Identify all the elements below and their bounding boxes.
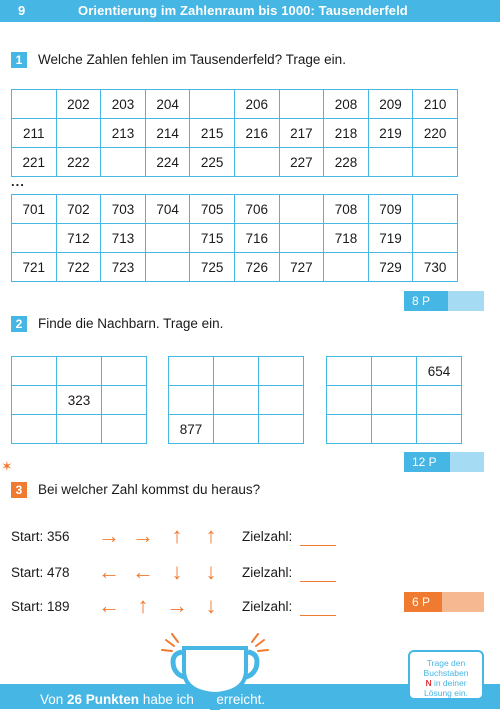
grid-b-cell: 705 (190, 195, 235, 224)
arrow-left-icon: ← (98, 593, 120, 618)
neighbor-grid-cell[interactable] (327, 357, 372, 386)
grid-b-cell: 722 (56, 253, 101, 282)
task-3-points (404, 592, 484, 612)
grid-b-cell: 701 (12, 195, 57, 224)
neighbor-grid-row (169, 357, 304, 386)
grid-a-cell: 210 (413, 90, 458, 119)
grid-b-cell[interactable] (12, 224, 57, 253)
grid-a-cell: 217 (279, 119, 324, 148)
grid-a-cell: 204 (145, 90, 190, 119)
neighbor-grid-cell: 323 (57, 386, 102, 415)
neighbor-grid-row (12, 357, 147, 386)
grid-a-cell: 225 (190, 148, 235, 177)
grid-b-cell: 703 (101, 195, 146, 224)
grid-a-cell: 224 (145, 148, 190, 177)
grid-b-cell: 708 (324, 195, 369, 224)
grid-a-cell: 208 (324, 90, 369, 119)
task-3-points-label: 6 P (412, 595, 431, 609)
grid-b-cell[interactable] (145, 253, 190, 282)
grid-a-cell: 219 (368, 119, 413, 148)
neighbor-grid-1 (11, 356, 147, 444)
grid-a-cell[interactable] (368, 148, 413, 177)
neighbor-grid-cell[interactable] (12, 357, 57, 386)
grid-b-row (12, 195, 458, 224)
grid-b-cell: 718 (324, 224, 369, 253)
task-1-points (404, 291, 484, 311)
arrow-up-icon: ↑ (205, 523, 217, 548)
grid-b-cell: 715 (190, 224, 235, 253)
grid-a-cell: 203 (101, 90, 146, 119)
grid-a-cell: 215 (190, 119, 235, 148)
neighbor-grid-cell[interactable] (57, 415, 102, 444)
grid-b-cell: 719 (368, 224, 413, 253)
grid-a-cell: 228 (324, 148, 369, 177)
grid-b-cell: 709 (368, 195, 413, 224)
grid-a-cell: 209 (368, 90, 413, 119)
grid-a-cell[interactable] (12, 90, 57, 119)
grid-a-cell: 222 (56, 148, 101, 177)
grid-a-cell: 221 (12, 148, 57, 177)
grid-a-cell: 202 (56, 90, 101, 119)
grid-b-cell[interactable] (324, 253, 369, 282)
grid-a-row (12, 119, 458, 148)
grid-b-cell[interactable] (279, 195, 324, 224)
arrow-right-icon: → (166, 593, 188, 618)
neighbor-grid-cell[interactable] (169, 357, 214, 386)
grid-b-cell: 713 (101, 224, 146, 253)
neighbor-grid-row (12, 415, 147, 444)
grid-b-cell: 702 (56, 195, 101, 224)
grid-a-cell: 227 (279, 148, 324, 177)
grid-b-cell: 706 (234, 195, 279, 224)
task-2-number: 2 (11, 316, 27, 332)
neighbor-grid-row (12, 386, 147, 415)
task-3-number: 3 (11, 482, 27, 498)
neighbor-grid-cell: 877 (169, 415, 214, 444)
note-line-2: Buchstaben (423, 668, 469, 678)
grid-a-cell[interactable] (279, 90, 324, 119)
page-title: Orientierung im Zahlenraum bis 1000: Tausenderfeld (78, 3, 408, 18)
task-2-instruction: Finde die Nachbarn. Trage ein. (38, 316, 224, 331)
task-2-points (404, 452, 484, 472)
neighbor-grid-cell[interactable] (372, 357, 417, 386)
neighbor-grid-cell[interactable] (102, 386, 147, 415)
arrow-up-icon: ↑ (137, 593, 149, 618)
neighbor-grid-cell[interactable] (372, 415, 417, 444)
neighbor-grid-cell[interactable] (102, 415, 147, 444)
grid-a-cell: 220 (413, 119, 458, 148)
neighbor-grid-cell[interactable] (12, 386, 57, 415)
neighbor-grid-cell[interactable] (214, 386, 259, 415)
route-3-arrows (92, 594, 230, 618)
grid-b-cell[interactable] (413, 224, 458, 253)
arrow-left-icon: ← (132, 559, 154, 584)
note-line-4: Lösung ein. (424, 688, 468, 698)
arrow-up-icon: ↑ (171, 523, 183, 548)
route-1-target-label: Zielzahl: (242, 529, 293, 544)
neighbor-grid-2 (168, 356, 304, 444)
grid-a-cell[interactable] (413, 148, 458, 177)
trophy-label: Punkte (202, 676, 228, 685)
arrow-left-icon: ← (98, 559, 120, 584)
thousand-grid-upper (11, 89, 458, 177)
solution-note (408, 650, 484, 700)
footer-score-text (40, 692, 265, 707)
route-2-answer-line[interactable] (300, 581, 336, 582)
grid-b-cell: 726 (234, 253, 279, 282)
grid-b-cell: 725 (190, 253, 235, 282)
grid-b-cell: 704 (145, 195, 190, 224)
neighbor-grid-cell[interactable] (259, 415, 304, 444)
grid-b-cell[interactable] (413, 195, 458, 224)
route-3-target-label: Zielzahl: (242, 599, 293, 614)
neighbor-grid-row (327, 415, 462, 444)
note-letter: N (425, 678, 432, 688)
grid-b-cell: 716 (234, 224, 279, 253)
route-3-start: Start: 189 (11, 599, 70, 614)
arrow-right-icon: → (98, 523, 120, 548)
neighbor-grid-cell[interactable] (327, 386, 372, 415)
neighbor-grid-cell[interactable] (417, 386, 462, 415)
page-header-bar (0, 0, 500, 22)
route-2-target-label: Zielzahl: (242, 565, 293, 580)
star-icon: ✶ (1, 458, 13, 474)
neighbor-grid-cell[interactable] (259, 386, 304, 415)
grid-a-cell[interactable] (101, 148, 146, 177)
task-1-points-label: 8 P (412, 294, 431, 308)
arrow-down-icon: ↓ (171, 559, 183, 584)
neighbor-grid-cell[interactable] (327, 415, 372, 444)
route-1-answer-line[interactable] (300, 545, 336, 546)
neighbor-grid-cell: 654 (417, 357, 462, 386)
arrow-right-icon: → (132, 523, 154, 548)
task-1-number: 1 (11, 52, 27, 68)
route-3-answer-line[interactable] (300, 615, 336, 616)
grid-a-cell: 211 (12, 119, 57, 148)
footer-text-after: habe ich erreicht. (139, 692, 266, 707)
task-1-instruction: Welche Zahlen fehlen im Tausenderfeld? Trage ein. (38, 52, 346, 67)
grid-b-cell: 721 (12, 253, 57, 282)
note-line-1: Trage den (426, 658, 466, 668)
task-2-points-label: 12 P (412, 455, 437, 469)
grid-a-cell: 218 (324, 119, 369, 148)
grid-a-row (12, 148, 458, 177)
page-number: 9 (18, 3, 26, 18)
neighbor-grid-row (169, 415, 304, 444)
note-line-3: in deiner (431, 678, 467, 688)
neighbor-grid-cell[interactable] (169, 386, 214, 415)
route-1-arrows (92, 524, 230, 548)
neighbor-grid-cell[interactable] (372, 386, 417, 415)
neighbor-grid-3 (326, 356, 462, 444)
neighbor-grid-cell[interactable] (259, 357, 304, 386)
grid-a-row (12, 90, 458, 119)
grid-a-cell: 213 (101, 119, 146, 148)
grid-b-cell: 727 (279, 253, 324, 282)
grid-a-cell: 214 (145, 119, 190, 148)
neighbor-grid-row (327, 386, 462, 415)
thousand-grid-lower (11, 194, 458, 282)
grid-b-cell[interactable] (145, 224, 190, 253)
neighbor-grid-cell[interactable] (214, 415, 259, 444)
neighbor-grid-cell[interactable] (57, 357, 102, 386)
grid-a-cell[interactable] (190, 90, 235, 119)
grid-a-cell: 206 (234, 90, 279, 119)
grid-b-row (12, 253, 458, 282)
continuation-dots: ... (11, 174, 25, 189)
neighbor-grid-row (327, 357, 462, 386)
footer-text-before: Von (40, 692, 68, 707)
neighbor-grid-cell[interactable] (12, 415, 57, 444)
neighbor-grid-cell[interactable] (102, 357, 147, 386)
arrow-down-icon: ↓ (205, 559, 217, 584)
grid-b-row (12, 224, 458, 253)
grid-b-cell: 723 (101, 253, 146, 282)
grid-b-cell: 729 (368, 253, 413, 282)
route-1-start: Start: 356 (11, 529, 70, 544)
route-2-arrows (92, 560, 230, 584)
task-3-instruction: Bei welcher Zahl kommst du heraus? (38, 482, 261, 497)
footer-total-points: 26 Punkten (67, 692, 140, 707)
grid-b-cell: 712 (56, 224, 101, 253)
neighbor-grid-row (169, 386, 304, 415)
neighbor-grid-cell[interactable] (214, 357, 259, 386)
grid-b-cell: 730 (413, 253, 458, 282)
arrow-down-icon: ↓ (205, 593, 217, 618)
grid-a-cell[interactable] (234, 148, 279, 177)
grid-a-cell[interactable] (56, 119, 101, 148)
neighbor-grid-cell[interactable] (417, 415, 462, 444)
route-2-start: Start: 478 (11, 565, 70, 580)
grid-a-cell: 216 (234, 119, 279, 148)
grid-b-cell[interactable] (279, 224, 324, 253)
